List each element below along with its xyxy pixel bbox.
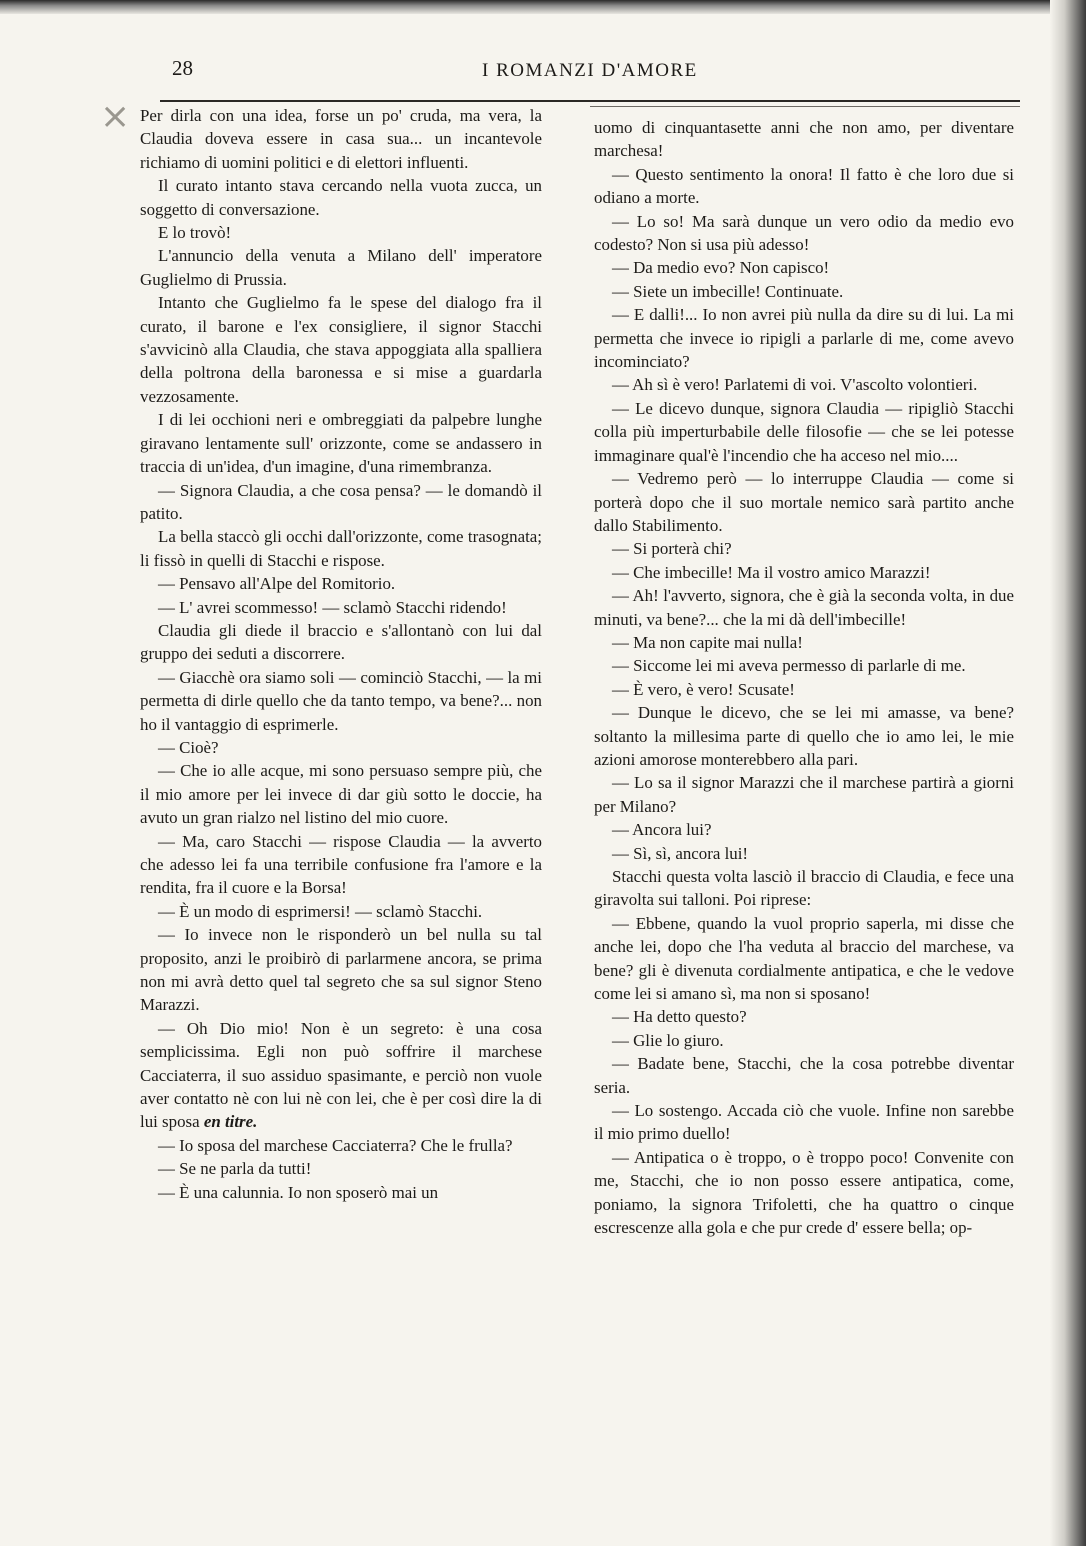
paragraph: — Giacchè ora siamo soli — cominciò Stacchi, — la mi permetta di dirle quello che da tanto tempo, va bene?... non ho il vantaggio di esprimerle. bbox=[140, 667, 542, 734]
paragraph: — È una calunnia. Io non sposerò mai un bbox=[158, 1182, 439, 1202]
right-column bbox=[594, 116, 1014, 1240]
paragraph: La bella staccò gli occhi dall'orizzonte, come trasognata; li fissò in quelli di Stacchi e rispose. bbox=[140, 527, 542, 570]
scan-border-right bbox=[1050, 0, 1086, 1546]
paragraph: — Da medio evo? Non capisco! bbox=[612, 258, 830, 278]
paragraph: — Glie lo giuro. bbox=[612, 1030, 724, 1050]
paragraph: — Lo sostengo. Accada ciò che vuole. Infine non sarebbe il mio primo duello! bbox=[594, 1101, 1014, 1144]
paragraph: — Signora Claudia, a che cosa pensa? — le domandò il patito. bbox=[140, 480, 542, 523]
paragraph: — Vedremo però — lo interruppe Claudia — come si porterà dopo che il suo mortale nemico sarà partito anche dallo Stabilimento. bbox=[594, 469, 1014, 535]
paragraph: — È un modo di esprimersi! — sclamò Stacchi. bbox=[158, 901, 483, 921]
paragraph: — Siete un imbecille! Continuate. bbox=[612, 281, 844, 301]
paragraph: Intanto che Guglielmo fa le spese del dialogo fra il curato, il barone e l'ex consigliere, il signor Stacchi s'avvicinò alla Claudia, che stava appoggiata alla spalliera della poltrona della baronessa e si mise a guardarla vezzosamente. bbox=[140, 293, 542, 406]
paragraph: — Che imbecille! Ma il vostro amico Marazzi! bbox=[612, 562, 931, 582]
paragraph-text: — Oh Dio mio! Non è un segreto: è una cosa semplicissima. Egli non può soffrire il marchese Cacciaterra, il suo assiduo spasimante, e perciò non vuole aver contatto nè con lui nè con lei, che è per così dire la di lui sposa bbox=[140, 1018, 542, 1132]
paragraph: — Pensavo all'Alpe del Romitorio. bbox=[158, 574, 396, 594]
paragraph: — E dalli!... Io non avrei più nulla da dire su di lui. La mi permetta che invece io ripigli a parlarle di me, come avevo incominciato? bbox=[594, 305, 1014, 372]
paragraph: — Se ne parla da tutti! bbox=[158, 1159, 312, 1179]
paragraph: — Ah! l'avverto, signora, che è già la seconda volta, in due minuti, va bene?... che la mi dà dell'imbecille! bbox=[594, 586, 1014, 629]
paragraph: — L' avrei scommesso! — sclamò Stacchi ridendo! bbox=[158, 597, 507, 617]
paragraph: — Si porterà chi? bbox=[612, 539, 732, 559]
paragraph: — Ebbene, quando la vuol proprio saperla, mi disse che anche lei, dopo che l'ha veduta al braccio del marchese, va bene? gli è divenuta cordialmente antipatica, e che le vedove come lei si amano sì, ma non si sposano! bbox=[594, 913, 1014, 1004]
paragraph: Per dirla con una idea, forse un po' cruda, ma vera, la Claudia doveva essere in casa sua... un incantevole richiamo di uomini politici e di elettori influenti. bbox=[140, 106, 542, 172]
header-rule-secondary bbox=[590, 106, 1020, 107]
paragraph: — Le dicevo dunque, signora Claudia — ripigliò Stacchi colla più imperturbabile delle filosofie — che se lei potesse immaginare qual'è l'incendio che ha acceso nel mio.... bbox=[594, 398, 1014, 465]
italic-phrase: en titre. bbox=[203, 1112, 258, 1132]
paragraph: — Io sposa del marchese Cacciaterra? Che le frulla? bbox=[158, 1135, 513, 1155]
paragraph: I di lei occhioni neri e ombreggiati da palpebre lunghe giravano lentamente sull' orizzonte, come se andassero in traccia di un'idea, d'un imagine, d'una rimembranza. bbox=[140, 410, 542, 477]
paragraph: — Dunque le dicevo, che se lei mi amasse, va bene? soltanto la millesima parte di quello che io amo lei, le mie azioni amorose monterebbero alla pari. bbox=[594, 703, 1014, 769]
paragraph: — Questo sentimento la onora! Il fatto è che loro due si odiano a morte. bbox=[594, 164, 1014, 208]
pencil-mark-x: × bbox=[100, 96, 131, 137]
paragraph: — Io invece non le risponderò un bel nulla su tal proposito, anzi le proibirò di parlarmene ancora, se prima non mi avrà detto quel tal segreto che sa sul signor Steno Marazzi. bbox=[140, 925, 542, 1015]
paragraph: Stacchi questa volta lasciò il braccio di Claudia, e fece una giravolta sui talloni. Poi riprese: bbox=[594, 867, 1014, 910]
paragraph: L'annuncio della venuta a Milano dell' imperatore Guglielmo di Prussia. bbox=[140, 246, 542, 289]
paragraph: — Ah sì è vero! Parlatemi di voi. V'ascolto volontieri. bbox=[612, 375, 978, 395]
paragraph: — È vero, è vero! Scusate! bbox=[612, 679, 795, 699]
paragraph: — Antipatica o è troppo, o è troppo poco! Convenite con me, Stacchi, che io non posso essere antipatica, come, poniamo, la signora Trifoletti, che ha quattro o cinque escrescenze alla gola e che pur crede d' essere bella; op- bbox=[594, 1147, 1014, 1238]
paragraph: — Ma non capite mai nulla! bbox=[612, 632, 803, 652]
header-rule bbox=[160, 100, 1020, 102]
scan-border-top bbox=[0, 0, 1086, 14]
paragraph-with-italic bbox=[140, 1017, 542, 1134]
page-number: 28 bbox=[172, 56, 193, 80]
left-column bbox=[140, 104, 542, 1204]
paragraph: — Ancora lui? bbox=[612, 820, 712, 840]
paragraph: — Cioè? bbox=[158, 737, 219, 757]
paragraph: — Che io alle acque, mi sono persuaso sempre più, che il mio amore per lei invece di dar giù sotto le doccie, ha avuto un gran rialzo nel listino del mio cuore. bbox=[140, 761, 542, 828]
running-title: I ROMANZI D'AMORE bbox=[482, 60, 698, 81]
paragraph: Claudia gli diede il braccio e s'allontanò con lui dal gruppo dei seduti a discorrere. bbox=[140, 620, 542, 664]
paragraph: E lo trovò! bbox=[158, 223, 232, 243]
page-header bbox=[168, 56, 1018, 96]
paragraph: — Lo sa il signor Marazzi che il marchese partirà a giorni per Milano? bbox=[594, 773, 1014, 816]
paragraph: — Ha detto questo? bbox=[612, 1007, 747, 1027]
paragraph: — Siccome lei mi aveva permesso di parlarle di me. bbox=[612, 656, 966, 676]
paragraph: uomo di cinquantasette anni che non amo, per diventare marchesa! bbox=[594, 118, 1014, 161]
paragraph: — Ma, caro Stacchi — rispose Claudia — la avverto che adesso lei fa una terribile confusione fra l'amore e la rendita, fra il cuore e la Borsa! bbox=[140, 831, 542, 898]
paragraph: — Lo so! Ma sarà dunque un vero odio da medio evo codesto? Non si usa più adesso! bbox=[594, 211, 1014, 255]
paragraph: Il curato intanto stava cercando nella vuota zucca, un soggetto di conversazione. bbox=[140, 176, 542, 219]
paragraph: — Sì, sì, ancora lui! bbox=[612, 843, 749, 863]
paragraph: — Badate bene, Stacchi, che la cosa potrebbe diventar seria. bbox=[594, 1054, 1014, 1097]
